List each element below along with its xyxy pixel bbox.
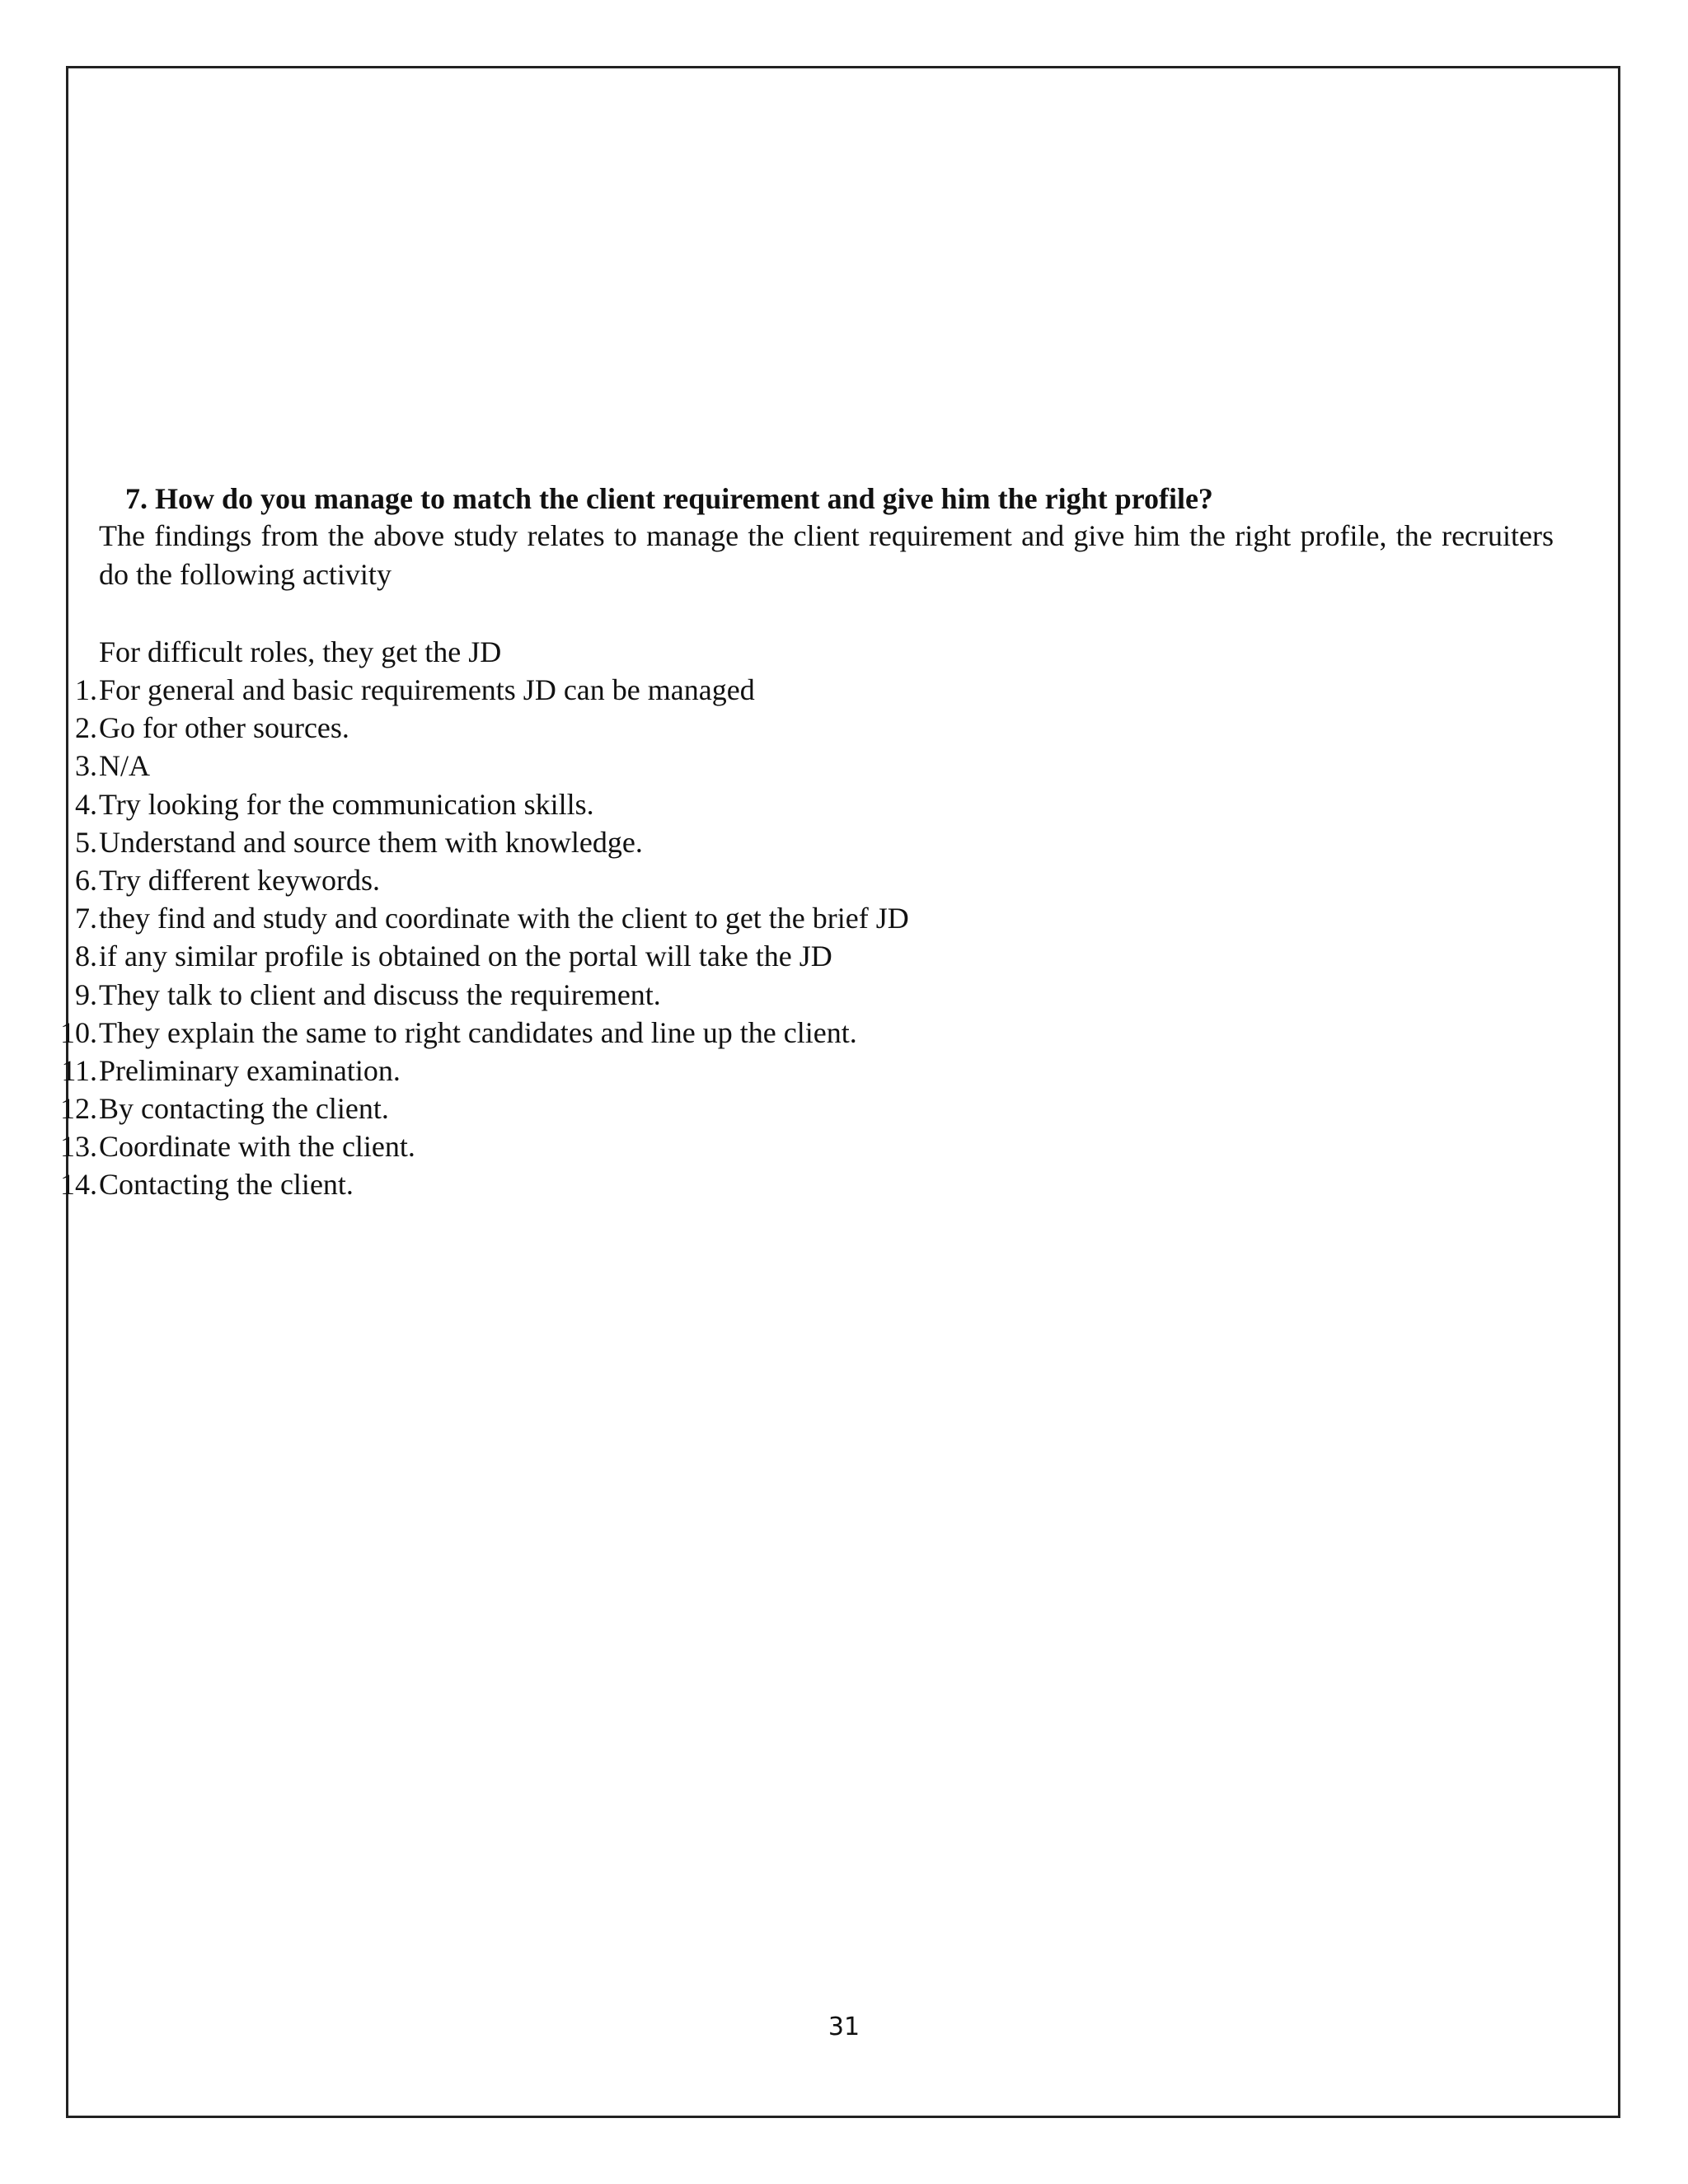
question-heading: 7. How do you manage to match the client requirement and give him the right profile? — [125, 482, 1213, 515]
list-item-number: 12. — [60, 1092, 97, 1126]
list-item-text: if any similar profile is obtained on the portal will take the JD — [99, 940, 832, 973]
list-item-text: They talk to client and discuss the requirement. — [99, 977, 661, 1011]
list-item-text: Contacting the client. — [99, 1168, 354, 1202]
list-item-number: 5. — [75, 825, 97, 859]
list-item-text: For general and basic requirements JD can be managed — [99, 673, 755, 706]
list-item-text: N/A — [99, 749, 150, 783]
list-item-text: Try looking for the communication skills. — [99, 787, 594, 821]
list-item-number: 11. — [61, 1053, 97, 1087]
list-item-text: By contacting the client. — [99, 1092, 389, 1126]
list-item-number: 6. — [75, 863, 97, 897]
list-item-number: 1. — [75, 673, 97, 706]
list-item-number: 8. — [75, 940, 97, 973]
list-item-number: 10. — [60, 1015, 97, 1049]
list-item-number: 2. — [75, 711, 97, 745]
list-item-text: Understand and source them with knowledge. — [99, 825, 643, 859]
intro-paragraph: The findings from the above study relates to manage the client requirement and give him the right profile, the recruiters do the following activity — [99, 519, 1554, 591]
list-item-text: They explain the same to right candidates and line up the client. — [99, 1015, 857, 1049]
list-item-number: 7. — [75, 902, 97, 935]
list-item-number: 4. — [75, 787, 97, 821]
list-item-text: Try different keywords. — [99, 863, 380, 897]
list-item-text: Coordinate with the client. — [99, 1130, 415, 1164]
list-item-text: they find and study and coordinate with the client to get the brief JD — [99, 902, 909, 935]
lead-line: For difficult roles, they get the JD — [99, 635, 502, 668]
list-item-number: 9. — [75, 977, 97, 1011]
list-item-text: Preliminary examination. — [99, 1053, 401, 1087]
page-number: 31 — [828, 2013, 860, 2041]
list-item-number: 3. — [75, 749, 97, 783]
list-item-number: 14. — [60, 1168, 97, 1202]
list-item-number: 13. — [60, 1130, 97, 1164]
list-item-text: Go for other sources. — [99, 711, 349, 745]
